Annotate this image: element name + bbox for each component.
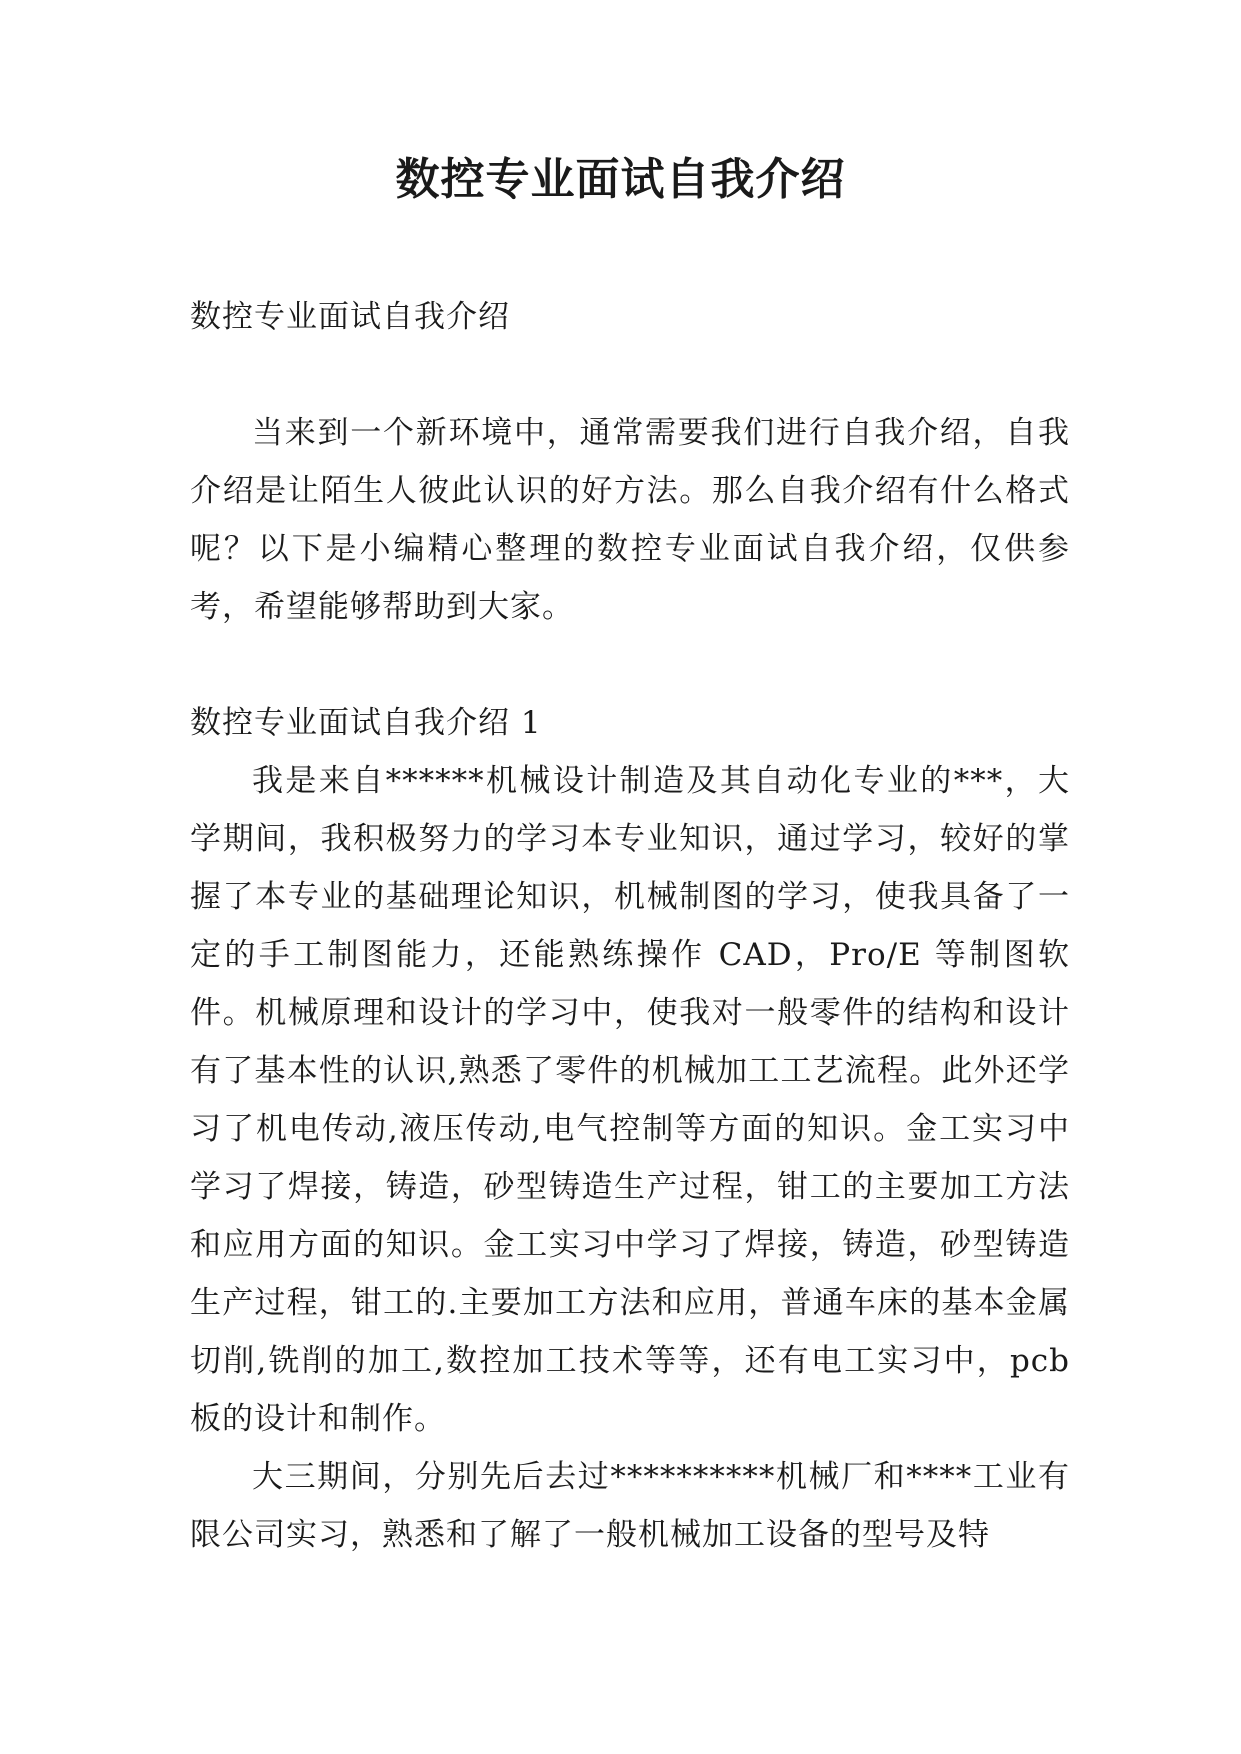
document-subtitle: 数控专业面试自我介绍 [190,299,510,335]
section-1-paragraph-2: 大三期间，分别先后去过**********机械厂和****工业有限公司实习，熟悉和了解了一般机械加工设备的型号及特 [190,1459,1070,1553]
section-1-paragraph-1: 我是来自******机械设计制造及其自动化专业的***，大学期间，我积极努力的学习本专业知识，通过学习，较好的掌握了本专业的基础理论知识，机械制图的学习，使我具备了一定的手工制图能力，还能熟练操作 CAD，Pro/E 等制图软件。机械原理和设计的学习中，使我对一般零件的结构和设计有了基本性的认识,熟悉了零件的机械加工工艺流程。此外还学习了机电传动,液压传动,电气控制等方面的知识。金工实习中学习了焊接，铸造，砂型铸造生产过程，钳工的主要加工方法和应用方面的知识。金工实习中学习了焊接，铸造，砂型铸造生产过程，钳工的.主要加工方法和应用，普通车床的基本金属切削,铣削的加工,数控加工技术等等，还有电工实习中，pcb 板的设计和制作。 [190,763,1070,1437]
document-title: 数控专业面试自我介绍 [395,154,846,205]
section-1-heading: 数控专业面试自我介绍 1 [190,705,542,741]
intro-paragraph: 当来到一个新环境中，通常需要我们进行自我介绍，自我介绍是让陌生人彼此认识的好方法。那么自我介绍有什么格式呢？以下是小编精心整理的数控专业面试自我介绍，仅供参考，希望能够帮助到大家。 [190,415,1070,625]
